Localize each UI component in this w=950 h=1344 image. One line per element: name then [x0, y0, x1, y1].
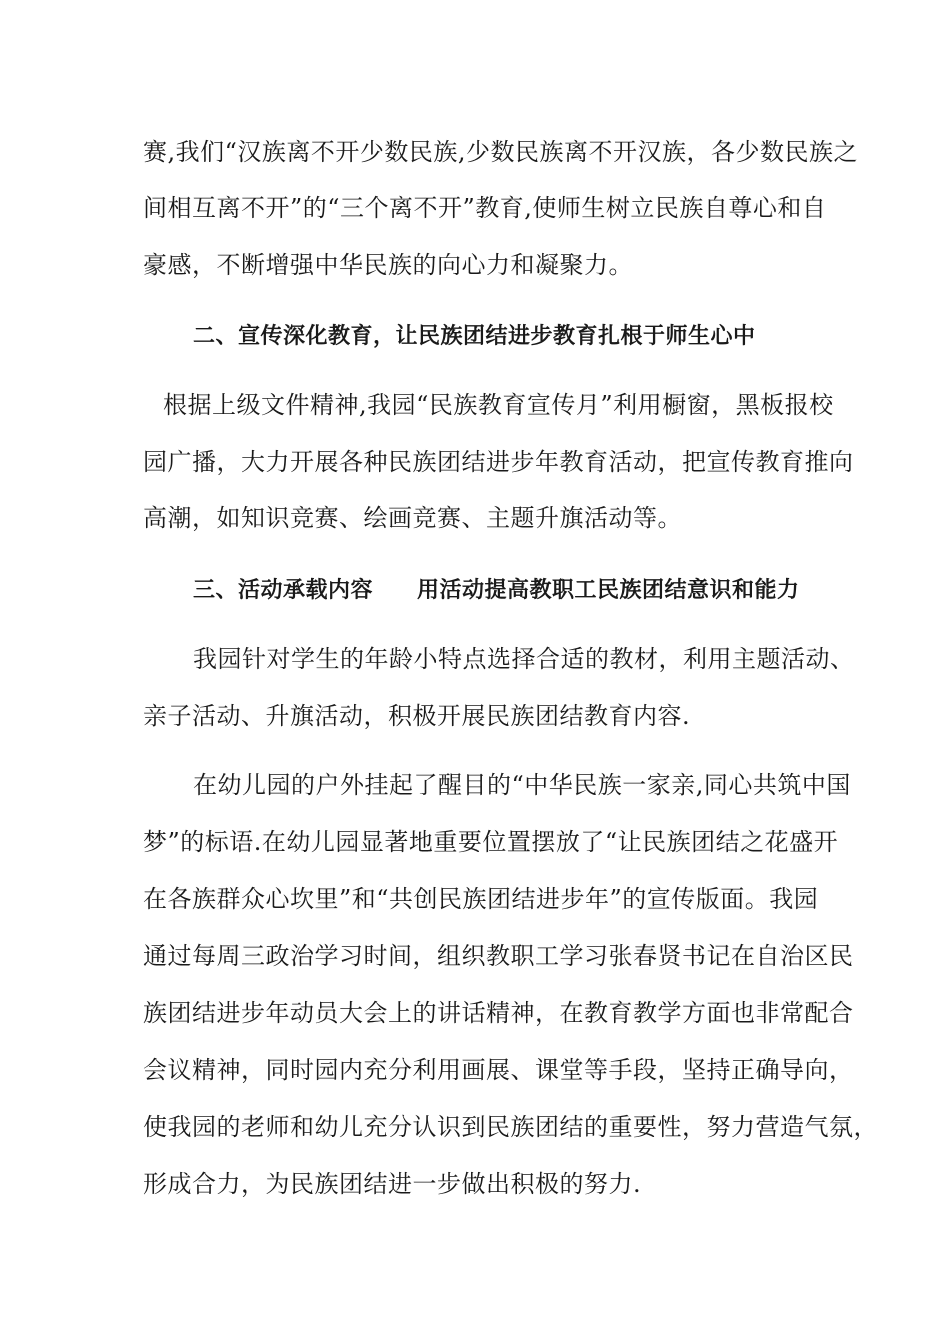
paragraph-line: 使我园的老师和幼儿充分认识到民族团结的重要性，努力营造气氛，: [143, 1113, 878, 1141]
paragraph-line: 我园针对学生的年龄小特点选择合适的教材，利用主题活动、: [193, 645, 855, 673]
section-heading-3: [193, 575, 800, 605]
paragraph-line: 梦”的标语.在幼儿园显著地重要位置摆放了“让民族团结之花盛开: [143, 828, 839, 856]
paragraph-line: 园广播，大力开展各种民族团结进步年教育活动，把宣传教育推向: [143, 448, 854, 476]
paragraph-line: 豪感，不断增强中华民族的向心力和凝聚力。: [143, 251, 633, 279]
paragraph-line: 族团结进步年动员大会上的讲话精神，在教育教学方面也非常配合: [143, 999, 854, 1027]
section-heading-2: 二、宣传深化教育，让民族团结进步教育扎根于师生心中: [193, 323, 756, 349]
paragraph-line: 根据上级文件精神,我园“民族教育宣传月”利用橱窗，黑板报校: [163, 391, 834, 419]
heading-part-1: 三、活动承载内容: [193, 577, 374, 603]
heading-part-2: 用活动提高教职工民族团结意识和能力: [417, 577, 800, 603]
paragraph-line: 间相互离不开”的“三个离不开”教育,使师生树立民族自尊心和自: [143, 194, 827, 222]
paragraph-line: 会议精神，同时园内充分利用画展、课堂等手段，坚持正确导向，: [143, 1056, 854, 1084]
paragraph-line: 形成合力，为民族团结进一步做出积极的努力.: [143, 1170, 642, 1198]
paragraph-line: 高潮，如知识竞赛、绘画竞赛、主题升旗活动等。: [143, 504, 682, 532]
paragraph-line: 在幼儿园的户外挂起了醒目的“中华民族一家亲,同心共筑中国: [193, 771, 851, 799]
paragraph-line: 赛,我们“汉族离不开少数民族,少数民族离不开汉族，各少数民族之: [143, 138, 859, 166]
paragraph-line: 亲子活动、升旗活动，积极开展民族团结教育内容.: [143, 702, 691, 730]
paragraph-line: 通过每周三政治学习时间，组织教职工学习张春贤书记在自治区民: [143, 942, 854, 970]
paragraph-line: 在各族群众心坎里”和“共创民族团结进步年”的宣传版面。我园: [143, 885, 819, 913]
